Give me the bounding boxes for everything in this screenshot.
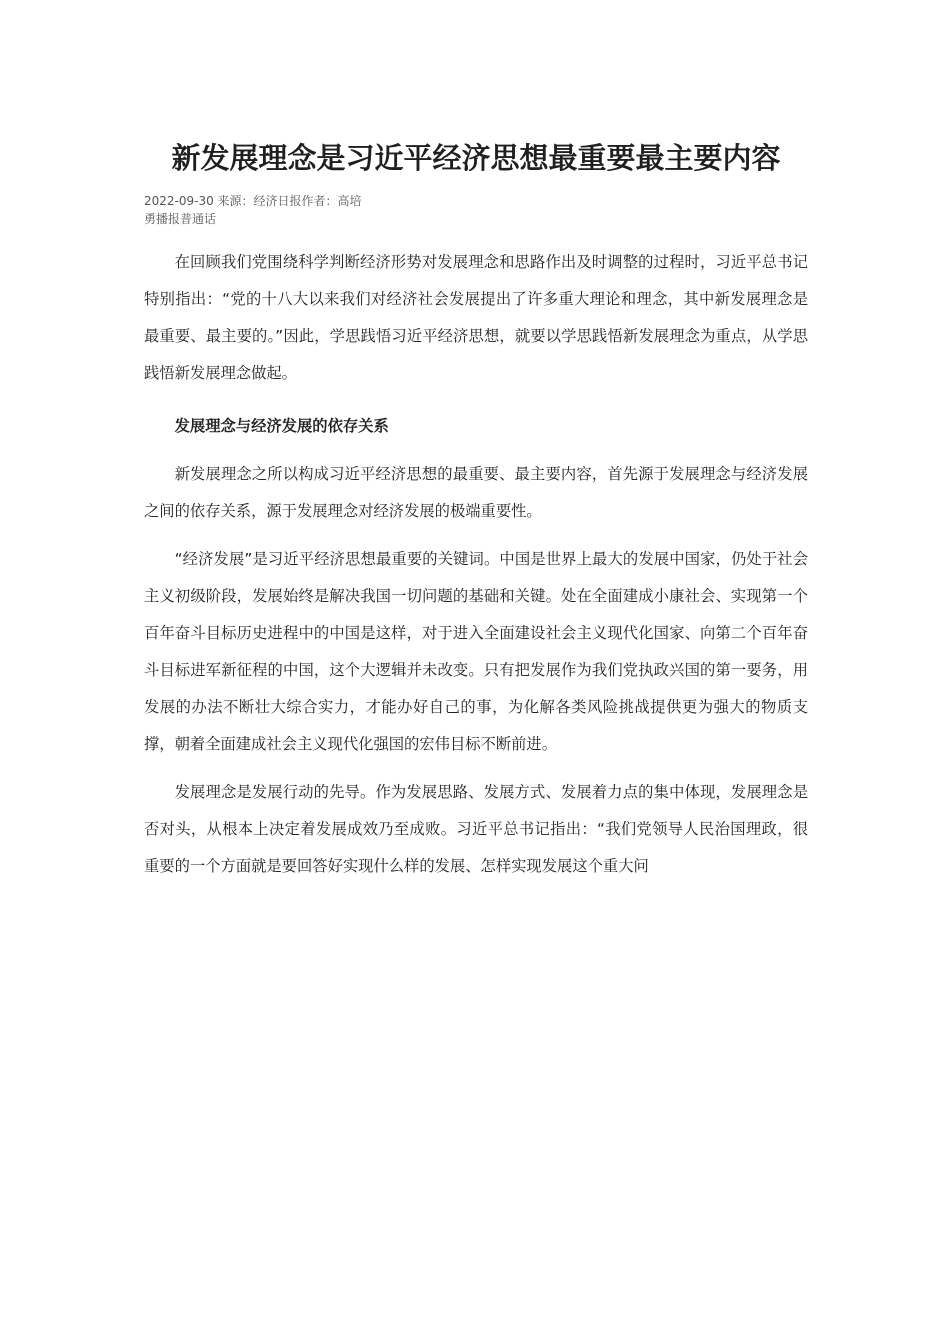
article-meta	[144, 192, 808, 228]
section-paragraph-1: 新发展理念之所以构成习近平经济思想的最重要、最主要内容，首先源于发展理念与经济发展之间的依存关系，源于发展理念对经济发展的极端重要性。	[144, 465, 808, 520]
intro-paragraph: 在回顾我们党围绕科学判断经济形势对发展理念和思路作出及时调整的过程时，习近平总书记特别指出：“党的十八大以来我们对经济社会发展提出了许多重大理论和理念，其中新发展理念是最重要、最主要的。”因此，学思践悟习近平经济思想，就要以学思践悟新发展理念为重点，从学思践悟新发展理念做起。	[144, 253, 808, 382]
article	[144, 138, 808, 885]
section-paragraph-2: “经济发展”是习近平经济思想最重要的关键词。中国是世界上最大的发展中国家，仍处于社会主义初级阶段，发展始终是解决我国一切问题的基础和关键。处在全面建成小康社会、实现第一个百年奋斗目标历史进程中的中国是这样，对于进入全面建设社会主义现代化国家、向第二个百年奋斗目标进军新征程的中国，这个大逻辑并未改变。只有把发展作为我们党执政兴国的第一要务，用发展的办法不断壮大综合实力，才能办好自己的事，为化解各类风险挑战提供更为强大的物质支撑，朝着全面建成社会主义现代化强国的宏伟目标不断前进。	[144, 550, 808, 753]
article-meta-source: 2022-09-30 来源：经济日报作者：高培	[144, 194, 362, 208]
section-heading: 发展理念与经济发展的依存关系	[174, 417, 389, 435]
article-title: 新发展理念是习近平经济思想最重要最主要内容	[171, 141, 781, 175]
article-meta-audio: 勇播报普通话	[144, 212, 217, 226]
section-paragraph-3: 发展理念是发展行动的先导。作为发展思路、发展方式、发展着力点的集中体现，发展理念是否对头，从根本上决定着发展成效乃至成败。习近平总书记指出：“我们党领导人民治国理政，很重要的一个方面就是要回答好实现什么样的发展、怎样实现发展这个重大问	[144, 783, 808, 875]
